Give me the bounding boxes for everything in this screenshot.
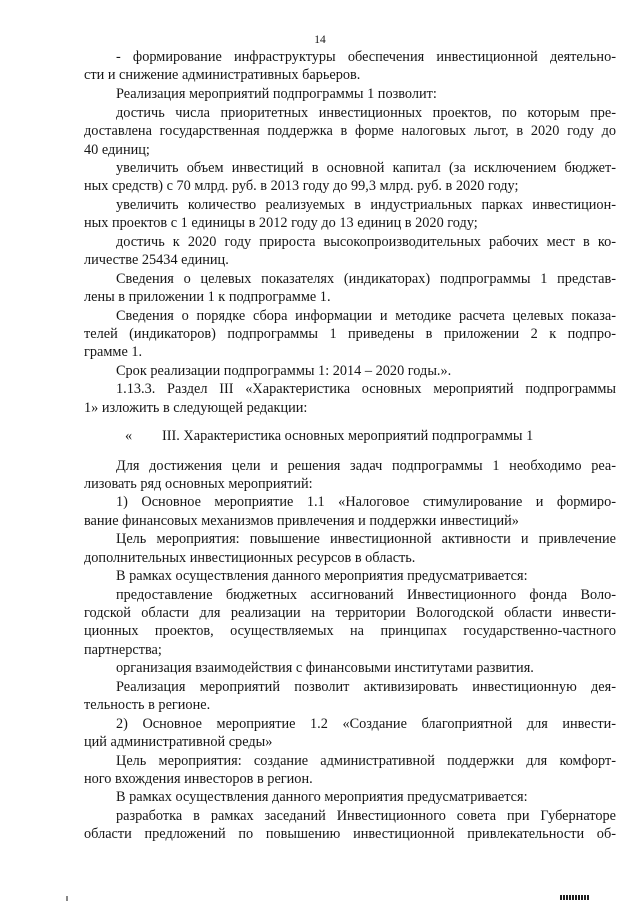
text-line: 2) Основное мероприятие 1.2 «Создание благоприятной для инвести- xyxy=(116,716,616,732)
text-line: Реализация мероприятий подпрограммы 1 позволит: xyxy=(116,86,437,102)
text-line: ных проектов с 1 единицы в 2012 году до 13 единиц в 2020 году; xyxy=(84,215,478,231)
page-number: 14 xyxy=(314,34,326,46)
text-line: области предложений по повышению инвестиционной привлекательности об- xyxy=(84,826,616,842)
text-line: 40 единиц; xyxy=(84,142,150,158)
text-line: годской области для реализации на территории Вологодской области инвести- xyxy=(84,605,616,621)
text-line: - формирование инфраструктуры обеспечения инвестиционной деятельно- xyxy=(116,49,616,65)
text-line: « xyxy=(125,428,133,444)
text-line: Цель мероприятия: создание административной поддержки для комфорт- xyxy=(116,753,616,769)
text-line: лизовать ряд основных мероприятий: xyxy=(84,476,313,492)
text-line: предоставление бюджетных ассигнований Инвестиционного фонда Воло- xyxy=(116,587,616,603)
text-line: организация взаимодействия с финансовыми институтами развития. xyxy=(116,660,534,676)
text-line: В рамках осуществления данного мероприятия предусматривается: xyxy=(116,568,528,584)
text-line: ционных проектов, осуществляемых на принципах государственно-частного xyxy=(84,623,616,639)
text-line: достичь к 2020 году прироста высокопроизводительных рабочих мест в ко- xyxy=(116,234,616,250)
text-line: партнерства; xyxy=(84,642,162,658)
text-line: Цель мероприятия: повышение инвестиционной активности и привлечение xyxy=(116,531,616,547)
text-line: ций административной среды» xyxy=(84,734,273,750)
text-line: разработка в рамках заседаний Инвестиционного совета при Губернаторе xyxy=(116,808,616,824)
text-line: 1» изложить в следующей редакции: xyxy=(84,400,308,416)
text-line: III. Характеристика основных мероприятий подпрограммы 1 xyxy=(162,428,534,444)
text-line: 1.13.3. Раздел III «Характеристика основных мероприятий подпрограммы xyxy=(116,381,616,397)
text-line: грамме 1. xyxy=(84,344,143,360)
text-line: тельность в регионе. xyxy=(84,697,211,713)
scan-mark-right xyxy=(560,895,590,900)
text-line: В рамках осуществления данного мероприятия предусматривается: xyxy=(116,789,528,805)
scan-mark-left xyxy=(66,896,68,901)
text-line: сти и снижение административных барьеров. xyxy=(84,67,361,83)
text-line: Сведения о целевых показателях (индикаторах) подпрограммы 1 представ- xyxy=(116,271,616,287)
text-line: достичь числа приоритетных инвестиционных проектов, по которым пре- xyxy=(116,105,616,121)
text-line: вание финансовых механизмов привлечения и поддержки инвестиций» xyxy=(84,513,519,529)
text-line: Срок реализации подпрограммы 1: 2014 – 2020 годы.». xyxy=(116,363,452,379)
text-line: 1) Основное мероприятие 1.1 «Налоговое стимулирование и формиро- xyxy=(116,494,616,510)
text-line: доставлена государственная поддержка в форме налоговых льгот, в 2020 году до xyxy=(84,123,616,139)
text-line: ного вхождения инвесторов в регион. xyxy=(84,771,313,787)
text-line: лены в приложении 1 к подпрограмме 1. xyxy=(84,289,331,305)
text-line: увеличить количество реализуемых в индустриальных парках инвестицион- xyxy=(116,197,616,213)
text-line: Сведения о порядке сбора информации и методике расчета целевых показа- xyxy=(116,308,616,324)
text-line: телей (индикаторов) подпрограммы 1 приведены в приложении 2 к подпро- xyxy=(84,326,616,342)
text-line: дополнительных инвестиционных ресурсов в область. xyxy=(84,550,416,566)
text-line: Реализация мероприятий позволит активизировать инвестиционную дея- xyxy=(116,679,616,695)
text-line: ных средств) с 70 млрд. руб. в 2013 году до 99,3 млрд. руб. в 2020 году; xyxy=(84,178,519,194)
text-line: увеличить объем инвестиций в основной капитал (за исключением бюджет- xyxy=(116,160,616,176)
text-line: Для достижения цели и решения задач подпрограммы 1 необходимо реа- xyxy=(116,458,616,474)
text-line: личестве 25434 единиц. xyxy=(84,252,229,268)
